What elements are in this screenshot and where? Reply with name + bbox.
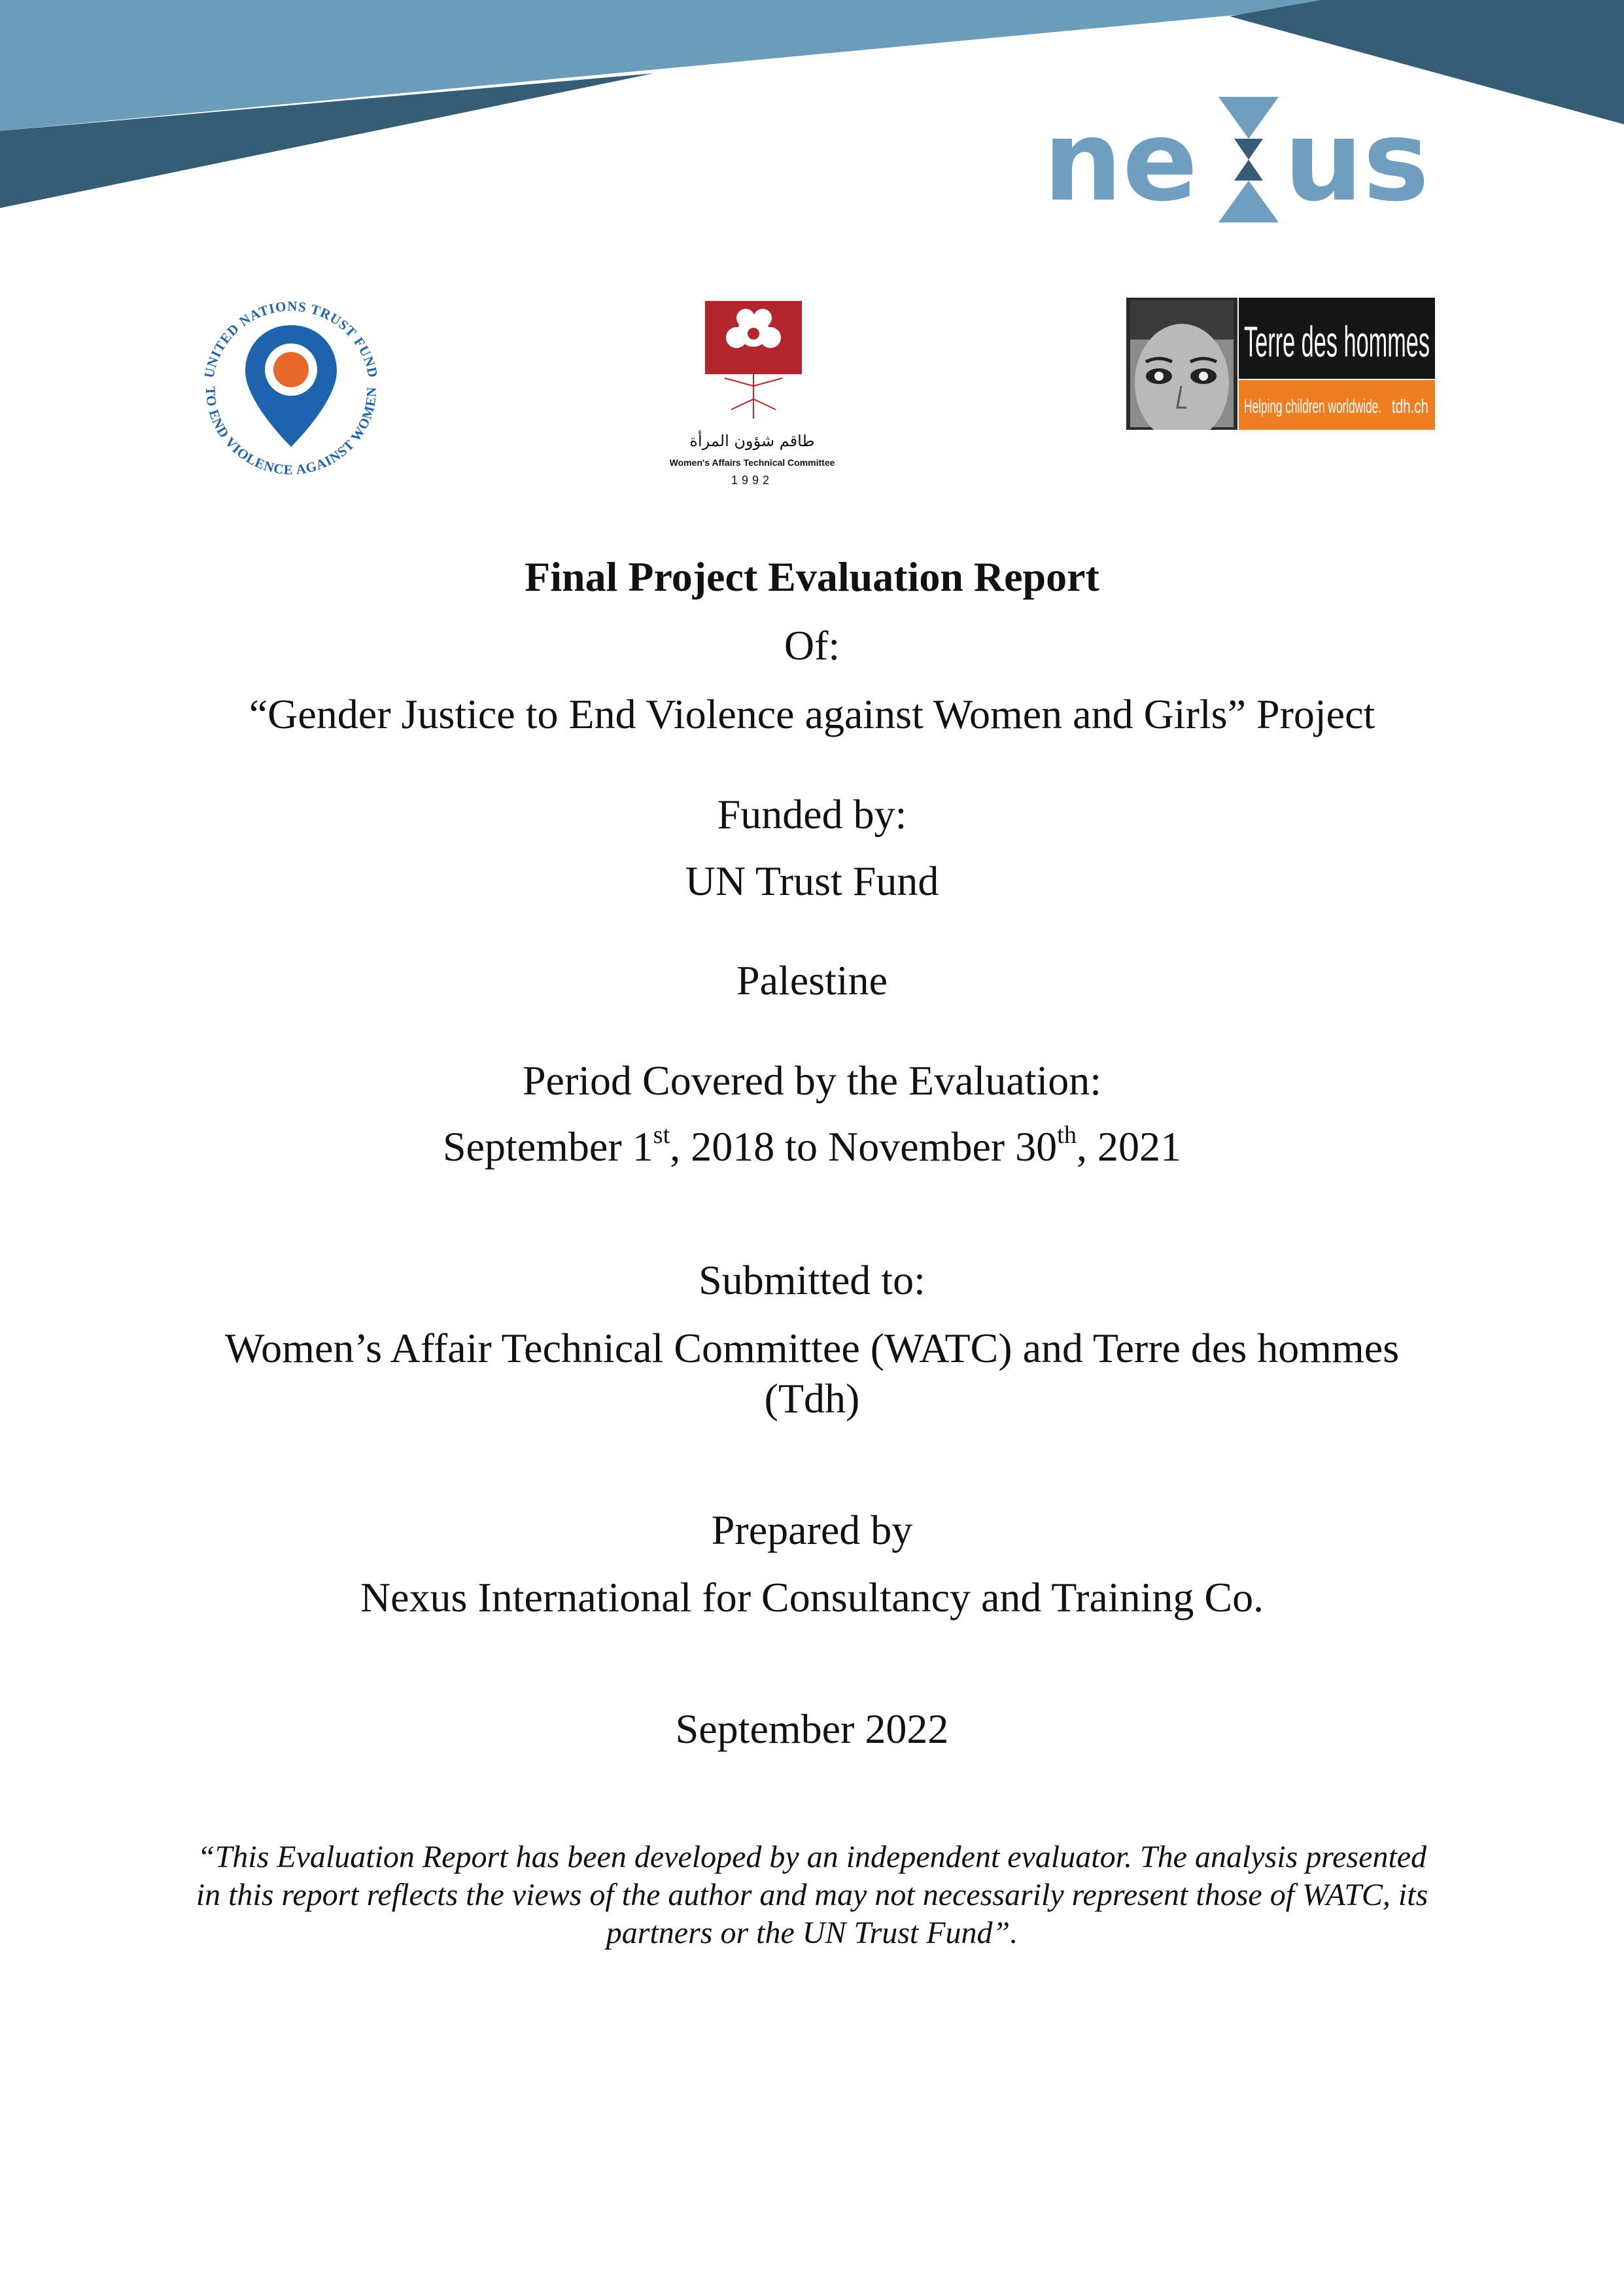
watc-logo <box>648 294 857 497</box>
funded-by-label: Funded by: <box>717 791 907 837</box>
period-end: , 2021 <box>1077 1123 1182 1170</box>
tdh-logo <box>1126 298 1435 430</box>
period-dates <box>0 1123 1624 1171</box>
child-face-photo <box>1130 300 1234 430</box>
report-date: September 2022 <box>675 1706 949 1752</box>
report-of-label: Of: <box>784 622 840 669</box>
funder-name: UN Trust Fund <box>685 858 939 904</box>
prepared-by-label: Prepared by <box>711 1507 913 1553</box>
period-start: September 1 <box>442 1123 653 1170</box>
nexus-logo-ne: ne <box>1043 97 1198 226</box>
flower-stem <box>725 374 782 419</box>
watc-arabic-name: طاقم شؤون المرأة <box>689 432 815 450</box>
submitted-to-organizations: Women’s Affair Technical Committee (WATC) and Terre des hommes (Tdh) <box>224 1325 1400 1422</box>
watc-year: 1992 <box>731 474 774 487</box>
nexus-logo <box>1043 92 1455 229</box>
country: Palestine <box>736 957 888 1004</box>
untf-ring-text-top: UNITED NATIONS TRUST FUND <box>201 298 381 379</box>
tdh-tagline: Helping children worldwide. <box>1244 396 1381 417</box>
prepared-by-organization: Nexus International for Consultancy and Training Co. <box>360 1574 1264 1621</box>
tdh-name: Terre des hommes <box>1244 317 1430 366</box>
untf-logo <box>193 291 389 487</box>
watc-english-name: Women's Affairs Technical Committee <box>669 457 835 468</box>
period-start-ordinal: st <box>653 1121 670 1149</box>
nexus-logo-x-mark <box>1218 97 1279 222</box>
disclaimer: “This Evaluation Report has been developed by an independent evaluator. The analysis presented in this report reflects the views of the author and may not necessarily represent those of WATC, its partners or the UN Trust Fund”. <box>196 1840 1428 1950</box>
untf-ring-text-bottom: TO END VIOLENCE AGAINST WOMEN <box>202 386 380 478</box>
period-label: Period Covered by the Evaluation: <box>522 1057 1102 1104</box>
nexus-logo-us: us <box>1284 97 1430 226</box>
project-name: “Gender Justice to End Violence against Women and Girls” Project <box>249 691 1375 737</box>
pin-dot <box>273 352 309 387</box>
report-title: Final Project Evaluation Report <box>525 553 1099 600</box>
tdh-domain: tdh.ch <box>1392 396 1428 417</box>
period-end-ordinal: th <box>1057 1121 1077 1149</box>
submitted-to-label: Submitted to: <box>699 1257 925 1303</box>
period-middle: , 2018 to November 30 <box>670 1123 1058 1170</box>
